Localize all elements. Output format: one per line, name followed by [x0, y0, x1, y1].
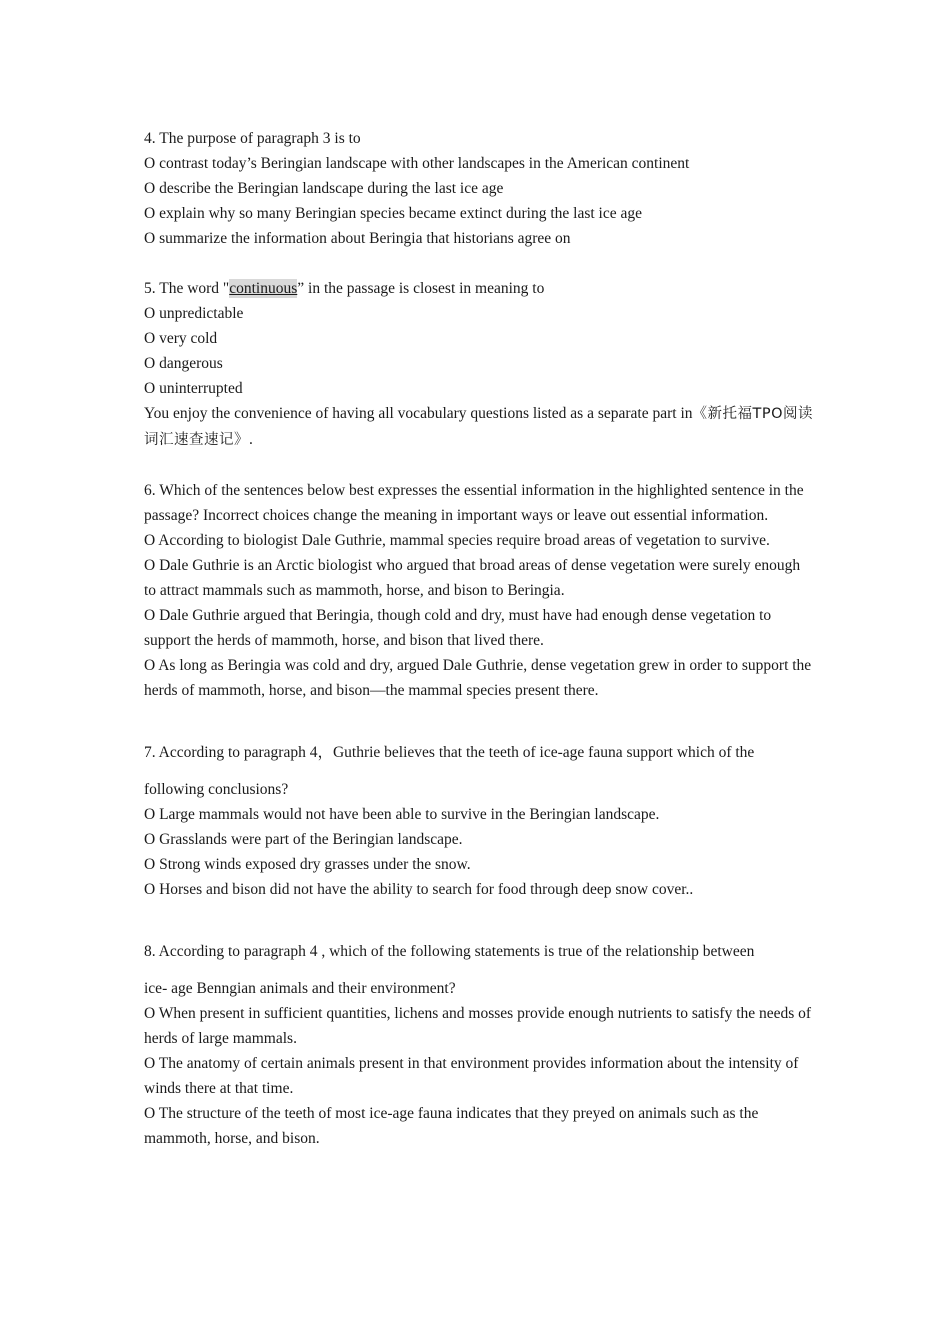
stem-line-1: 7. According to paragraph 4，Guthrie believes that the teeth of ice-age fauna support which of the	[144, 744, 755, 761]
stem-line-2: following conclusions?	[144, 781, 289, 798]
question-5	[144, 276, 814, 453]
spacer	[144, 902, 814, 939]
answer-option[interactable]: O When present in sufficient quantities, lichens and mosses provide enough nutrients to satisfy the needs of herds of large mammals.	[144, 1005, 812, 1047]
answer-option[interactable]: O summarize the information about Beringia that historians agree on	[144, 230, 571, 247]
answer-option[interactable]: O describe the Beringian landscape during the last ice age	[144, 180, 504, 197]
answer-option[interactable]: O explain why so many Beringian species became extinct during the last ice age	[144, 205, 642, 222]
answer-option[interactable]: O Dale Guthrie is an Arctic biologist who argued that broad areas of dense vegetation were surely enough to attract mammals such as mammoth, horse, and bison to Beringia.	[144, 557, 801, 599]
answer-option[interactable]: O unpredictable	[144, 305, 244, 322]
stem-line-2: ice- age Benngian animals and their environment?	[144, 980, 456, 997]
question-stem: 4. The purpose of paragraph 3 is to	[144, 130, 361, 147]
answer-option[interactable]: O Dale Guthrie argued that Beringia, though cold and dry, must have had enough dense vegetation to support the herds of mammoth, horse, and bison that lived there.	[144, 607, 772, 649]
answer-option[interactable]: O uninterrupted	[144, 380, 243, 397]
answer-option[interactable]: O The anatomy of certain animals present in that environment provides information about the intensity of winds there at that time.	[144, 1055, 799, 1097]
stem-before: 5. The word "	[144, 280, 230, 297]
answer-option[interactable]: O very cold	[144, 330, 218, 347]
note-text: You enjoy the convenience of having all vocabulary questions listed as a separate part in	[144, 405, 693, 422]
stem-line-1: 8. According to paragraph 4 , which of the following statements is true of the relationship between	[144, 943, 755, 960]
spacer	[144, 251, 814, 276]
question-6	[144, 478, 814, 703]
answer-option[interactable]: O contrast today’s Beringian landscape with other landscapes in the American continent	[144, 155, 690, 172]
question-stem	[144, 939, 814, 1001]
question-stem: 6. Which of the sentences below best expresses the essential information in the highlighted sentence in the passage? Incorrect choices change the meaning in important ways or leave out essential information.	[144, 482, 804, 524]
book-title: 《新托福TPO阅读词汇速查速记》	[144, 406, 814, 448]
document-page	[144, 126, 814, 1151]
question-stem	[144, 740, 814, 802]
question-8	[144, 939, 814, 1151]
answer-option[interactable]: O Horses and bison did not have the ability to search for food through deep snow cover..	[144, 881, 694, 898]
spacer	[144, 703, 814, 740]
question-4	[144, 126, 814, 251]
answer-option[interactable]: O According to biologist Dale Guthrie, mammal species require broad areas of vegetation to survive.	[144, 532, 770, 549]
note-suffix: .	[249, 431, 253, 448]
highlighted-word: continuous	[229, 280, 298, 297]
question-stem	[144, 276, 814, 301]
vocabulary-note	[144, 401, 814, 453]
answer-option[interactable]: O The structure of the teeth of most ice-age fauna indicates that they preyed on animals such as the mammoth, horse, and bison.	[144, 1105, 759, 1147]
spacer	[144, 453, 814, 478]
stem-after: ” in the passage is closest in meaning to	[297, 280, 545, 297]
answer-option[interactable]: O Grasslands were part of the Beringian landscape.	[144, 831, 463, 848]
answer-option[interactable]: O dangerous	[144, 355, 223, 372]
answer-option[interactable]: O As long as Beringia was cold and dry, argued Dale Guthrie, dense vegetation grew in order to support the herds of mammoth, horse, and bison—the mammal species present there.	[144, 657, 812, 699]
answer-option[interactable]: O Strong winds exposed dry grasses under the snow.	[144, 856, 471, 873]
question-7	[144, 740, 814, 902]
answer-option[interactable]: O Large mammals would not have been able to survive in the Beringian landscape.	[144, 806, 660, 823]
